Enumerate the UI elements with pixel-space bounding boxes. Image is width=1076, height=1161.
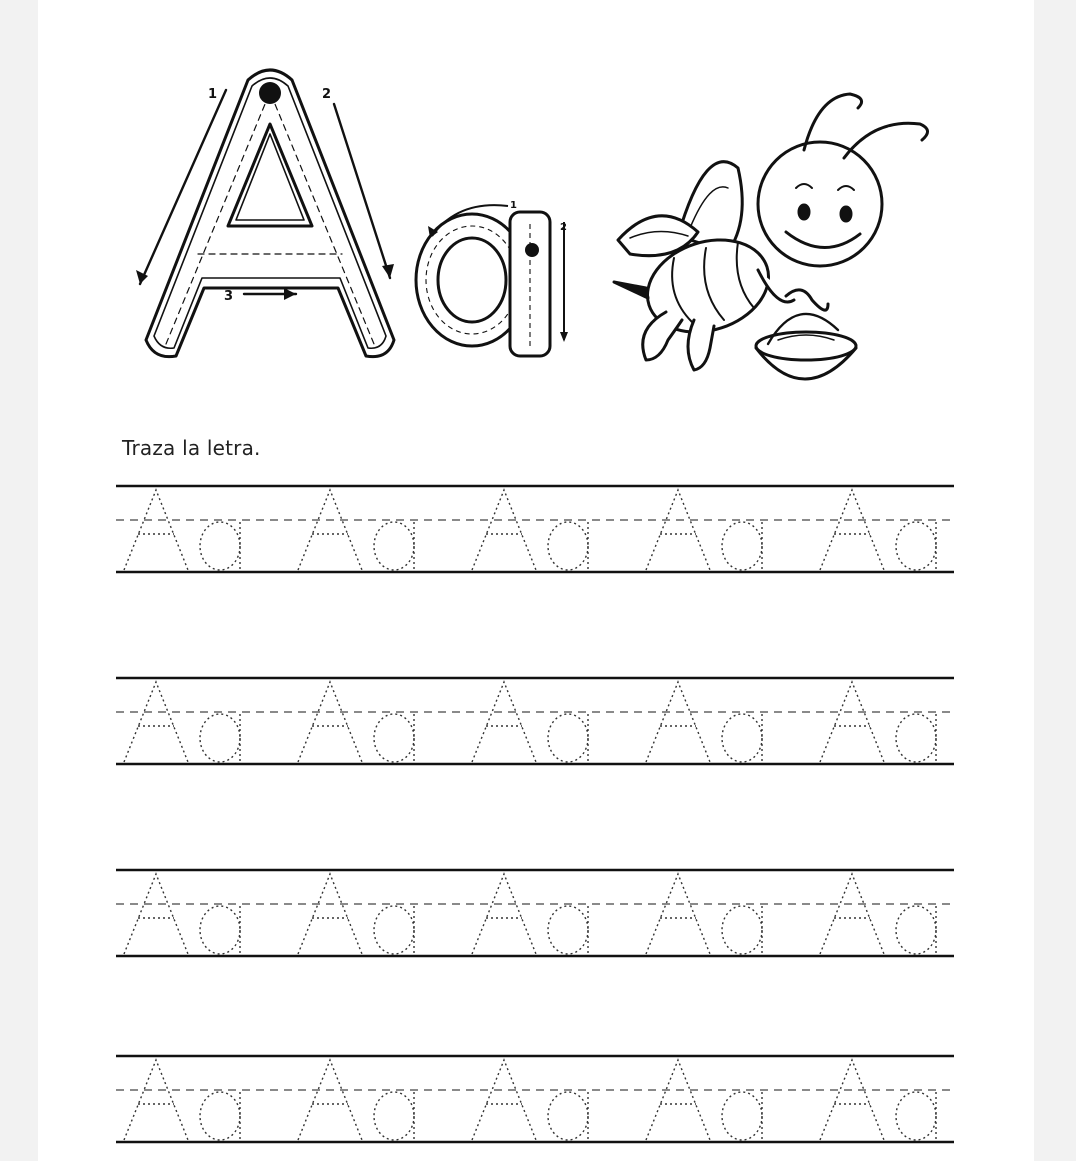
trace-letter-pair[interactable]	[646, 874, 762, 954]
dotted-lowercase-a-bowl	[200, 714, 240, 762]
trace-letter-pair[interactable]	[298, 490, 414, 570]
dotted-uppercase-a	[820, 874, 884, 954]
dotted-lowercase-a-bowl	[548, 714, 588, 762]
trace-letter-pair[interactable]	[820, 874, 936, 954]
dotted-uppercase-a	[820, 490, 884, 570]
dotted-uppercase-a	[820, 682, 884, 762]
trace-letter-pair[interactable]	[124, 490, 240, 570]
dotted-uppercase-a	[298, 874, 362, 954]
dotted-lowercase-a-bowl	[896, 522, 936, 570]
dotted-lowercase-a-bowl	[548, 1092, 588, 1140]
trace-letter-pair[interactable]	[472, 874, 588, 954]
dotted-lowercase-a-bowl	[374, 714, 414, 762]
dotted-lowercase-a-bowl	[374, 906, 414, 954]
trace-letter-pair[interactable]	[124, 874, 240, 954]
dotted-uppercase-a	[646, 1060, 710, 1140]
dotted-lowercase-a-bowl	[200, 1092, 240, 1140]
stroke-number-1: 1	[208, 87, 218, 102]
trace-letter-pair[interactable]	[472, 1060, 588, 1140]
dotted-lowercase-a-bowl	[548, 906, 588, 954]
dotted-uppercase-a	[298, 490, 362, 570]
dotted-uppercase-a	[472, 874, 536, 954]
dotted-lowercase-a-bowl	[722, 906, 762, 954]
dotted-uppercase-a	[646, 490, 710, 570]
lower-stroke-number-1: 1	[510, 200, 517, 211]
trace-letter-pair[interactable]	[646, 490, 762, 570]
trace-letter-pair[interactable]	[820, 1060, 936, 1140]
dotted-lowercase-a-bowl	[896, 906, 936, 954]
tracing-rows	[38, 0, 1034, 1161]
dotted-uppercase-a	[124, 682, 188, 762]
stroke-number-2: 2	[322, 87, 332, 102]
lower-stroke-number-2: 2	[560, 222, 567, 233]
dotted-uppercase-a	[298, 682, 362, 762]
trace-letter-pair[interactable]	[298, 1060, 414, 1140]
dotted-uppercase-a	[124, 490, 188, 570]
instruction-text: Traza la letra.	[122, 436, 261, 460]
dotted-uppercase-a	[472, 682, 536, 762]
dotted-lowercase-a-bowl	[722, 1092, 762, 1140]
trace-letter-pair[interactable]	[124, 1060, 240, 1140]
trace-letter-pair[interactable]	[646, 682, 762, 762]
dotted-uppercase-a	[472, 490, 536, 570]
dotted-lowercase-a-bowl	[374, 522, 414, 570]
dotted-lowercase-a-bowl	[200, 906, 240, 954]
stroke-number-3: 3	[224, 289, 234, 304]
dotted-uppercase-a	[124, 1060, 188, 1140]
dotted-lowercase-a-bowl	[200, 522, 240, 570]
tracing-row	[116, 1056, 954, 1142]
trace-letter-pair[interactable]	[124, 682, 240, 762]
trace-letter-pair[interactable]	[472, 490, 588, 570]
dotted-lowercase-a-bowl	[722, 714, 762, 762]
dotted-uppercase-a	[646, 682, 710, 762]
dotted-uppercase-a	[298, 1060, 362, 1140]
trace-letter-pair[interactable]	[298, 874, 414, 954]
dotted-lowercase-a-bowl	[722, 522, 762, 570]
tracing-row	[116, 870, 954, 956]
trace-letter-pair[interactable]	[820, 490, 936, 570]
worksheet-page	[38, 0, 1034, 1161]
trace-letter-pair[interactable]	[820, 682, 936, 762]
dotted-lowercase-a-bowl	[548, 522, 588, 570]
dotted-lowercase-a-bowl	[374, 1092, 414, 1140]
tracing-row	[116, 486, 954, 572]
dotted-lowercase-a-bowl	[896, 1092, 936, 1140]
trace-letter-pair[interactable]	[298, 682, 414, 762]
dotted-lowercase-a-bowl	[896, 714, 936, 762]
trace-letter-pair[interactable]	[646, 1060, 762, 1140]
dotted-uppercase-a	[472, 1060, 536, 1140]
dotted-uppercase-a	[820, 1060, 884, 1140]
trace-letter-pair[interactable]	[472, 682, 588, 762]
dotted-uppercase-a	[124, 874, 188, 954]
tracing-row	[116, 678, 954, 764]
dotted-uppercase-a	[646, 874, 710, 954]
